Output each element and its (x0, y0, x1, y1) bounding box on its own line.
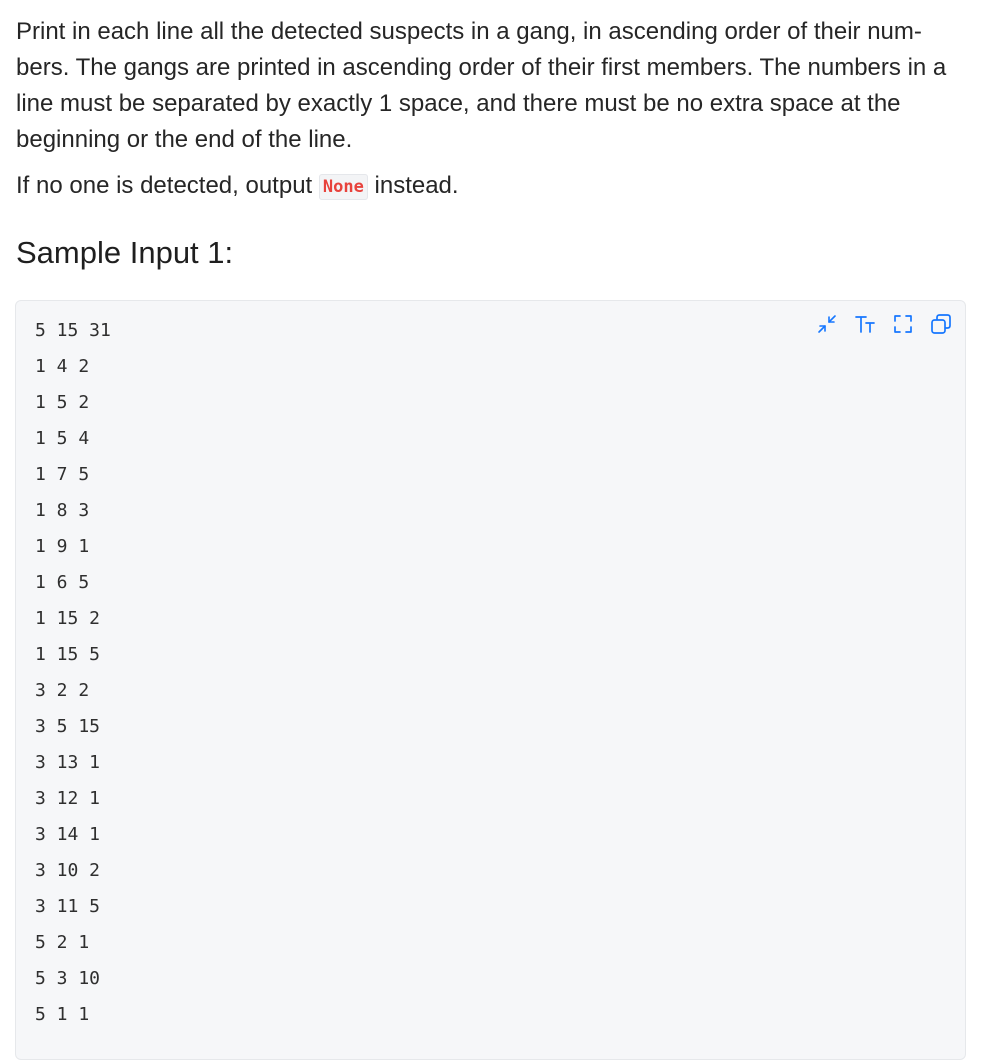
none-output-paragraph (16, 168, 962, 205)
inline-code-none: None (319, 174, 368, 200)
code-line: 5 3 10 (35, 968, 101, 989)
code-line: 1 7 5 (35, 464, 90, 485)
code-line: 1 8 3 (35, 500, 90, 521)
fullscreen-button[interactable] (892, 313, 914, 335)
problem-description (0, 0, 990, 273)
font-size-button[interactable] (854, 313, 876, 335)
copy-icon (930, 313, 952, 335)
collapse-icon (816, 313, 838, 335)
code-line: 3 12 1 (35, 788, 101, 809)
code-line: 5 15 31 (35, 320, 111, 341)
code-lines (35, 313, 111, 1033)
copy-button[interactable] (930, 313, 952, 335)
fullscreen-icon (892, 313, 914, 335)
font-size-icon (854, 313, 876, 335)
code-line: 5 1 1 (35, 1004, 90, 1025)
code-line: 3 11 5 (35, 896, 101, 917)
code-toolbar (816, 313, 952, 335)
code-line: 3 13 1 (35, 752, 101, 773)
code-line: 5 2 1 (35, 932, 90, 953)
code-line: 3 2 2 (35, 680, 90, 701)
output-spec-paragraph: Print in each line all the detected suspects in a gang, in ascending order of their num-bers. The gangs are printed in ascending order of their first members. The numbers in a line must be separated by exactly 1 space, and there must be no extra space at the beginning or the end of the line. (16, 18, 947, 153)
code-line: 1 5 2 (35, 392, 90, 413)
code-line: 1 4 2 (35, 356, 90, 377)
code-line: 3 5 15 (35, 716, 101, 737)
sample-input-heading: Sample Input 1: (16, 235, 234, 270)
collapse-button[interactable] (816, 313, 838, 335)
code-line: 1 15 5 (35, 644, 101, 665)
code-line: 3 14 1 (35, 824, 101, 845)
code-line: 3 10 2 (35, 860, 101, 881)
none-output-suffix: instead. (367, 172, 459, 199)
sample-input-code-block (15, 300, 966, 1060)
code-line: 1 5 4 (35, 428, 90, 449)
none-output-prefix: If no one is detected, output (16, 172, 319, 199)
code-line: 1 6 5 (35, 572, 90, 593)
code-line: 1 9 1 (35, 536, 90, 557)
code-line: 1 15 2 (35, 608, 101, 629)
